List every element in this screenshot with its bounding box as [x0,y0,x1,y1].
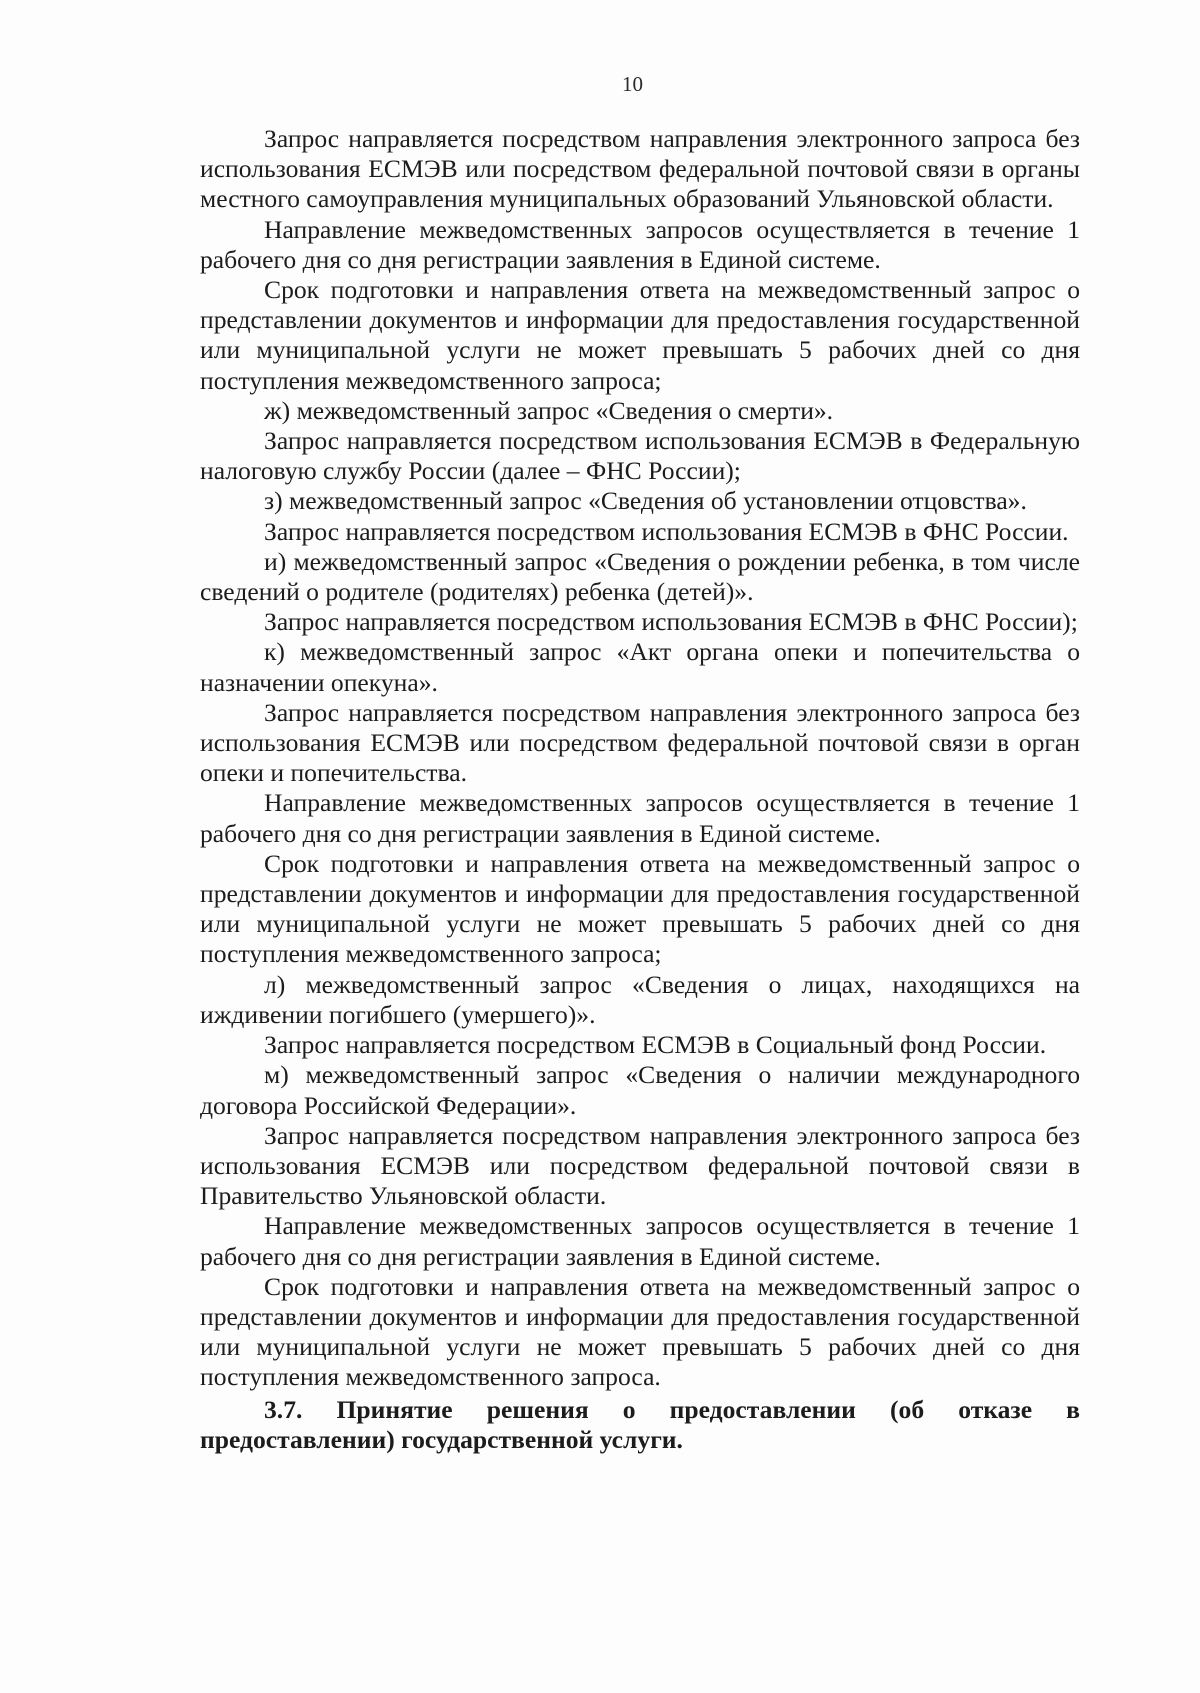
paragraph: Срок подготовки и направления ответа на межведомственный запрос о представлении документов и информации для предоставления государственной или муниципальной услуги не может превышать 5 рабочих дней со дня поступления межведомственного запроса; [200,275,1080,395]
page-number: 10 [622,72,643,96]
paragraph: Запрос направляется посредством ЕСМЭВ в Социальный фонд России. [264,1030,1047,1060]
paragraph: Запрос направляется посредством направления электронного запроса без использования ЕСМЭВ или посредством федеральной почтовой связи в Правительство Ульяновской области. [200,1120,1080,1211]
paragraph: Направление межведомственных запросов осуществляется в течение 1 рабочего дня со дня регистрации заявления в Единой системе. [200,788,1080,848]
paragraph: Направление межведомственных запросов осуществляется в течение 1 рабочего дня со дня регистрации заявления в Единой системе. [200,214,1080,274]
paragraph: м) межведомственный запрос «Сведения о наличии международного договора Российской Федерации». [200,1060,1080,1120]
paragraph: Запрос направляется посредством использования ЕСМЭВ в Федеральную налоговую службу России (далее – ФНС России); [200,426,1080,486]
paragraph: Запрос направляется посредством использования ЕСМЭВ в ФНС России. [264,516,1069,546]
section-heading: 3.7. Принятие решения о предоставлении (об отказе в предоставлении) государственной услуги. [200,1394,1080,1454]
paragraph: к) межведомственный запрос «Акт органа опеки и попечительства о назначении опекуна». [200,637,1080,697]
paragraph: Срок подготовки и направления ответа на межведомственный запрос о представлении документов и информации для предоставления государственной или муниципальной услуги не может превышать 5 рабочих дней со дня поступления межведомственного запроса. [200,1271,1080,1392]
paragraph: Направление межведомственных запросов осуществляется в течение 1 рабочего дня со дня регистрации заявления в Единой системе. [200,1211,1080,1271]
document-body [200,124,1080,1455]
paragraph: Запрос направляется посредством направления электронного запроса без использования ЕСМЭВ или посредством федеральной почтовой связи в орган опеки и попечительства. [200,697,1080,788]
paragraph: л) межведомственный запрос «Сведения о лицах, находящихся на иждивении погибшего (умершего)». [200,969,1080,1029]
paragraph: Срок подготовки и направления ответа на межведомственный запрос о представлении документов и информации для предоставления государственной или муниципальной услуги не может превышать 5 рабочих дней со дня поступления межведомственного запроса; [200,848,1080,969]
paragraph: Запрос направляется посредством использования ЕСМЭВ в ФНС России); [264,607,1078,637]
paragraph: и) межведомственный запрос «Сведения о рождении ребенка, в том числе сведений о родителе (родителях) ребенка (детей)». [200,546,1080,607]
paragraph: Запрос направляется посредством направления электронного запроса без использования ЕСМЭВ или посредством федеральной почтовой связи в органы местного самоуправления муниципальных образований Ульяновской области. [200,124,1080,214]
paragraph: ж) межведомственный запрос «Сведения о смерти». [264,395,834,425]
paragraph: з) межведомственный запрос «Сведения об установлении отцовства». [264,486,1027,516]
